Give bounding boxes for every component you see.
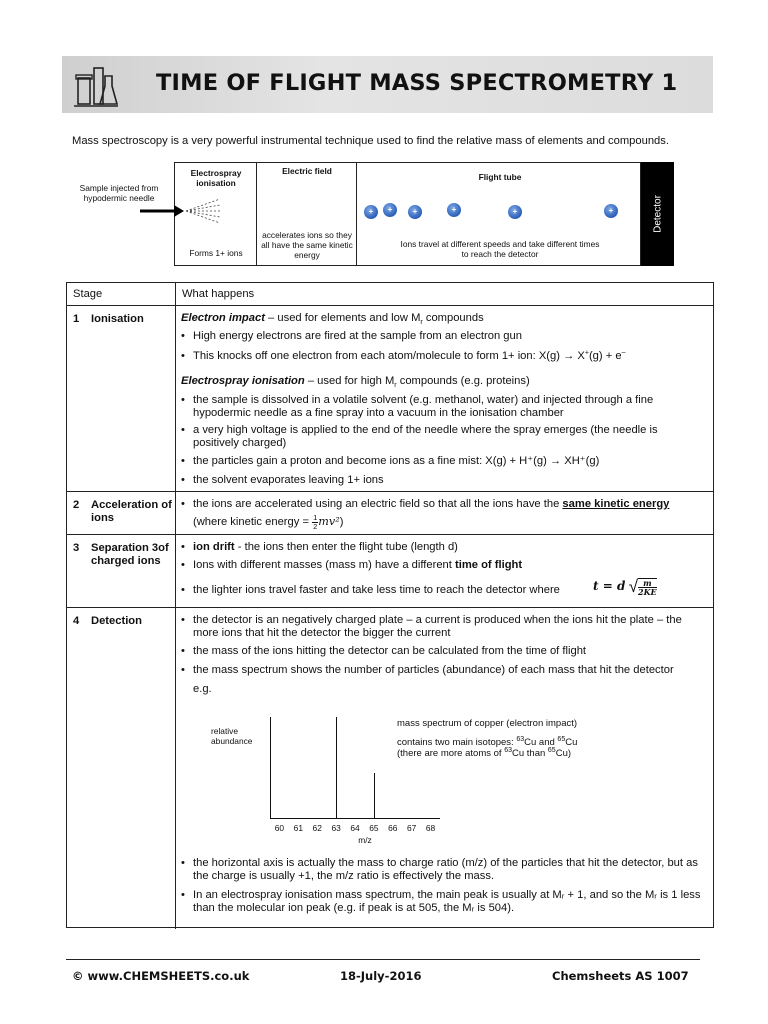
table-header-row — [67, 283, 713, 306]
spectrum-tick-label: 67 — [406, 823, 417, 833]
ei-heading: Electron impact – used for elements and low $M_r$ compounds — [181, 312, 484, 327]
stage-name: Ionisation — [91, 313, 144, 325]
ei-bullet: • High energy electrons are fired at the sample from an electron gun — [181, 330, 706, 343]
detection-bullet: • the mass of the ions hitting the detector can be calculated from the time of flight — [181, 645, 706, 658]
footer-divider — [66, 959, 700, 960]
field-note: accelerates ions so they all have the same kinetic energy — [261, 230, 353, 261]
separation-bullet: • Ions with different masses (mass m) have a different time of flight — [181, 559, 706, 572]
spectrum-tick-label: 65 — [369, 823, 379, 833]
acceleration-bullet: • the ions are accelerated using an electric field so that all the ions have the same kinetic energy — [181, 498, 706, 511]
ion: + — [508, 205, 522, 219]
table-row — [67, 492, 713, 535]
flight-tube-label: Flight tube — [478, 172, 522, 182]
needle-spray — [140, 196, 220, 226]
table-row — [67, 608, 713, 929]
spectrum-caption: mass spectrum of copper (electron impact) — [397, 718, 578, 729]
spectrum-tick-label: 62 — [312, 823, 322, 833]
header-what: What happens — [182, 288, 255, 300]
field-label: Electric field — [282, 166, 332, 176]
es-bullet: • the sample is dissolved in a volatile solvent (e.g. methanol, water) and injected through a fine hypodermic needle as a fine spray into a vacuum in the ionisation chamber — [181, 394, 706, 420]
intro-text: Mass spectroscopy is a very powerful instrumental technique used to find the relative mass of elements and compounds. — [72, 135, 669, 147]
detection-bullet: • the detector is an negatively charged plate – a current is produced when the ions hit the plate – the more ions that hit the detector the bigger the current — [181, 614, 706, 640]
detection-bullet: • the mass spectrum shows the number of particles (abundance) of each mass that hit the detector — [181, 664, 706, 677]
electrospray-label: Electrospray ionisation — [190, 168, 242, 189]
stage-number: 2 — [73, 499, 80, 511]
stage-number: 4 — [73, 615, 80, 627]
stage-number: 1 — [73, 313, 80, 325]
footer-date: 18-July-2016 — [340, 969, 422, 983]
header-stage: Stage — [73, 288, 103, 300]
detector-label: Detector — [652, 195, 663, 233]
spectrum-tick-label: 66 — [388, 823, 398, 833]
table-row — [67, 535, 713, 608]
ion: + — [604, 204, 618, 218]
spectrum-x-axis — [270, 818, 440, 819]
ei-bullet: • This knocks off one electron from each atom/molecule to form 1+ ion: X(g) → X+(g) + e– — [181, 350, 706, 363]
stage-name: Detection — [91, 615, 142, 627]
ion: + — [383, 203, 397, 217]
separation-bullet: • the lighter ions travel faster and take less time to reach the detector where — [181, 584, 581, 597]
es-bullet: • a very high voltage is applied to the end of the needle where the spray emerges (the needle is positively charged) — [181, 424, 706, 450]
sample-label: Sample injected from hypodermic needle — [79, 183, 159, 204]
time-of-flight-equation: t = d √ $\frac{m}{2KE}$ — [593, 577, 657, 598]
stage-name: Acceleration of ions — [91, 499, 172, 524]
detection-bullet: • In an electrospray ionisation mass spectrum, the main peak is usually at Mᵣ + 1, and so the Mᵣ is 1 less than the molecular ion peak (e.g. if peak is at 505, the Mᵣ is 504). — [181, 889, 706, 915]
footer-site: © www.CHEMSHEETS.co.uk — [72, 969, 250, 983]
spectrum-y-axis — [270, 717, 271, 818]
ion: + — [447, 203, 461, 217]
spectrum-abundance-note: (there are more atoms of $^{63}$Cu than $^{65}$Cu) — [397, 746, 572, 759]
spectrum-ylabel: relative abundance — [211, 726, 253, 747]
kinetic-energy-formula: (where kinetic energy = $\frac{1}{2}$ mv²) — [193, 513, 344, 531]
example-label: e.g. — [193, 683, 212, 695]
spectrum-tick-label: 63 — [331, 823, 341, 833]
electrospray-note: Forms 1+ ions — [189, 248, 243, 258]
footer-ref: Chemsheets AS 1007 — [552, 969, 689, 983]
ion: + — [364, 205, 378, 219]
es-bullet: • the solvent evaporates leaving 1+ ions — [181, 474, 706, 487]
separation-bullet: • ion drift - the ions then enter the flight tube (length d) — [181, 541, 706, 554]
detector — [641, 162, 674, 266]
spectrum-peak — [336, 717, 337, 818]
spectrum-peak — [374, 773, 375, 818]
table-row — [67, 306, 713, 492]
title-banner — [62, 56, 713, 113]
spectrum-isotopes: contains two main isotopes: $^{63}$Cu and $^{65}$Cu — [397, 735, 578, 748]
stage-number: 3 — [73, 542, 80, 554]
spectrum-tick-label: 61 — [293, 823, 303, 833]
es-heading: Electrospray ionisation – used for high $M_r$ compounds (e.g. proteins) — [181, 375, 530, 390]
spectrum-tick-label: 68 — [425, 823, 436, 833]
divider-2 — [356, 162, 357, 266]
stage-name: Separation 3of charged ions — [91, 542, 169, 567]
spectrum-tick-label: 60 — [274, 823, 285, 833]
es-bullet: • the particles gain a proton and become ions as a fine mist: X(g) + H⁺(g) → XH⁺(g) — [181, 455, 706, 468]
flight-tube-note: Ions travel at different speeds and take different times to reach the detector — [400, 239, 600, 260]
divider-1 — [256, 162, 257, 266]
page-title: TIME OF FLIGHT MASS SPECTROMETRY 1 — [156, 70, 678, 96]
detection-bullet: • the horizontal axis is actually the mass to charge ratio (m/z) of the particles that hit the detector, but as the charge is usually +1, the m/z ratio is effectively the mass. — [181, 857, 706, 883]
spectrum-xlabel: m/z — [358, 835, 372, 845]
spectrum-tick-label: 64 — [350, 823, 360, 833]
ion: + — [408, 205, 422, 219]
lab-glassware-icon — [72, 60, 120, 110]
